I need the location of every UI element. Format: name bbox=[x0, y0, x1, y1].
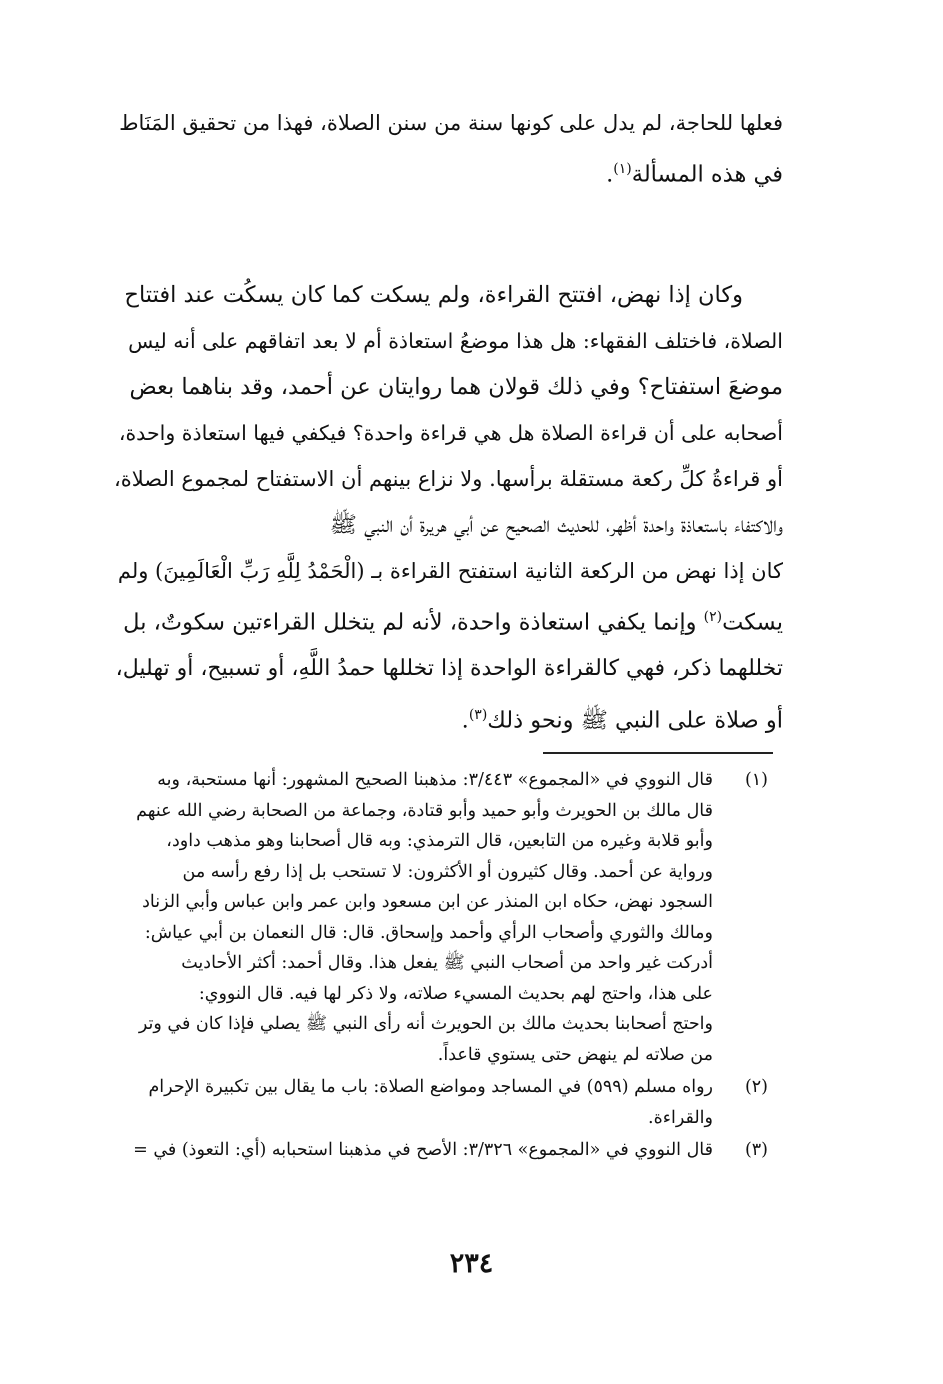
footnote-line: على هذا، واحتج لهم بحديث المسيء صلاته، ولا ذكر لها فيه. قال النووي: bbox=[198, 983, 713, 1004]
footnote-line: واحتج أصحابنا بحديث مالك بن الحويرث أنه رأى النبي ﷺ يصلي فإذا كان في وتر bbox=[138, 1014, 713, 1034]
text-line: موضعَ استفتاح؟ وفي ذلك قولان هما روايتان عن أحمد، وقد بناهما بعض bbox=[129, 374, 783, 400]
text-line: أصحابه على أن قراءة الصلاة هل هي قراءة واحدة؟ فيكفي فيها استعاذة واحدة، bbox=[118, 421, 783, 445]
text-line: تخللهما ذكر، فهي كالقراءة الواحدة إذا تخللها حمدُ اللَّهِ، أو تسبيح، أو تهليل، bbox=[115, 655, 783, 681]
footnote-number: (٢) bbox=[744, 1077, 768, 1097]
text-line: في هذه المسألة$^{(١)}$. bbox=[606, 161, 783, 188]
footnote-line: والقراءة. bbox=[648, 1107, 713, 1128]
footnote-ref[interactable]: (٢) bbox=[703, 609, 723, 625]
footnote-1 bbox=[108, 765, 768, 1070]
text-line: وكان إذا نهض، افتتح القراءة، ولم يسكت كما كان يسكُت عند افتتاح bbox=[124, 282, 743, 308]
footnote-ref[interactable]: (٣) bbox=[468, 706, 488, 723]
intro-paragraph bbox=[113, 100, 783, 198]
footnote-separator bbox=[543, 752, 773, 754]
footnote-number: (٣) bbox=[744, 1140, 768, 1160]
text-line: أو صلاة على النبي ﷺ ونحو ذلك$^{(٣)}$. bbox=[461, 706, 783, 733]
footnote-2 bbox=[108, 1072, 768, 1133]
footnote-line: ومالك والثوري وأصحاب الرأي وأحمد وإسحاق. قال: قال النعمان بن أبي عياش: bbox=[144, 922, 713, 943]
footnotes-section bbox=[108, 765, 768, 1166]
footnote-line: قال مالك بن الحويرث وأبو حميد وأبو قتادة، وجماعة من الصحابة رضي الله عنهم bbox=[136, 800, 713, 821]
footnote-line: قال النووي في «المجموع» ٣/٣٢٦: الأصح في مذهبنا استحبابه (أي: التعوذ) في = bbox=[133, 1140, 713, 1160]
footnote-line: ورواية عن أحمد. وقال كثيرون أو الأكثرون: لا تستحب بل إذا رفع رأسه من bbox=[182, 861, 713, 882]
page-number: ٢٣٤ bbox=[449, 1248, 494, 1279]
footnote-line: قال النووي في «المجموع» ٣/٤٤٣: مذهبنا الصحيح المشهور: أنها مستحبة، وبه bbox=[157, 770, 713, 790]
footnote-line: وأبو قلابة وغيره من التابعين، قال الترمذي: وبه قال أصحابنا وهو مذهب داود، bbox=[166, 831, 713, 851]
footnote-3 bbox=[108, 1135, 768, 1166]
footnote-line: أدركت غير واحد من أصحاب النبي ﷺ يفعل هذا. وقال أحمد: أكثر الأحاديث bbox=[181, 953, 713, 973]
text-line: الصلاة، فاختلف الفقهاء: هل هذا موضعُ استعاذة أم لا بعد اتفاقهم على أنه ليس bbox=[128, 329, 783, 353]
footnote-number: (١) bbox=[744, 770, 768, 790]
footnote-ref[interactable]: (١) bbox=[613, 161, 632, 177]
text-line: أو قراءةُ كلِّ ركعة مستقلة برأسها. ولا نزاع بينهم أن الاستفتاح لمجموع الصلاة، bbox=[114, 467, 783, 491]
footnote-line: رواه مسلم (٥٩٩) في المساجد ومواضع الصلاة: باب ما يقال بين تكبيرة الإحرام bbox=[148, 1077, 713, 1097]
main-paragraph bbox=[113, 272, 783, 743]
text-line: فعلها للحاجة، لم يدل على كونها سنة من سنن الصلاة، فهذا من تحقيق المَنَاط bbox=[119, 111, 783, 135]
footnote-line: من صلاته لم ينهض حتى يستوي قاعداً. bbox=[437, 1044, 713, 1065]
text-line: يسكت$^{(٢)}$ وإنما يكفي استعاذة واحدة، لأنه لم يتخلل القراءتين سكوتٌ، بل bbox=[123, 609, 783, 636]
footnote-line: السجود نهض، حكاه ابن المنذر عن ابن مسعود وابن عمر وابن عباس وأبي الزناد bbox=[142, 892, 713, 912]
text-line: كان إذا نهض من الركعة الثانية استفتح القراءة بـ (الْحَمْدُ لِلَّهِ رَبِّ الْعَالَمِينَ) ولم bbox=[117, 559, 783, 583]
text-line: والاكتفاء باستعاذة واحدة أظهر، للحديث الصحيح عن أبي هريرة أن النبي ﷺ bbox=[329, 512, 783, 538]
